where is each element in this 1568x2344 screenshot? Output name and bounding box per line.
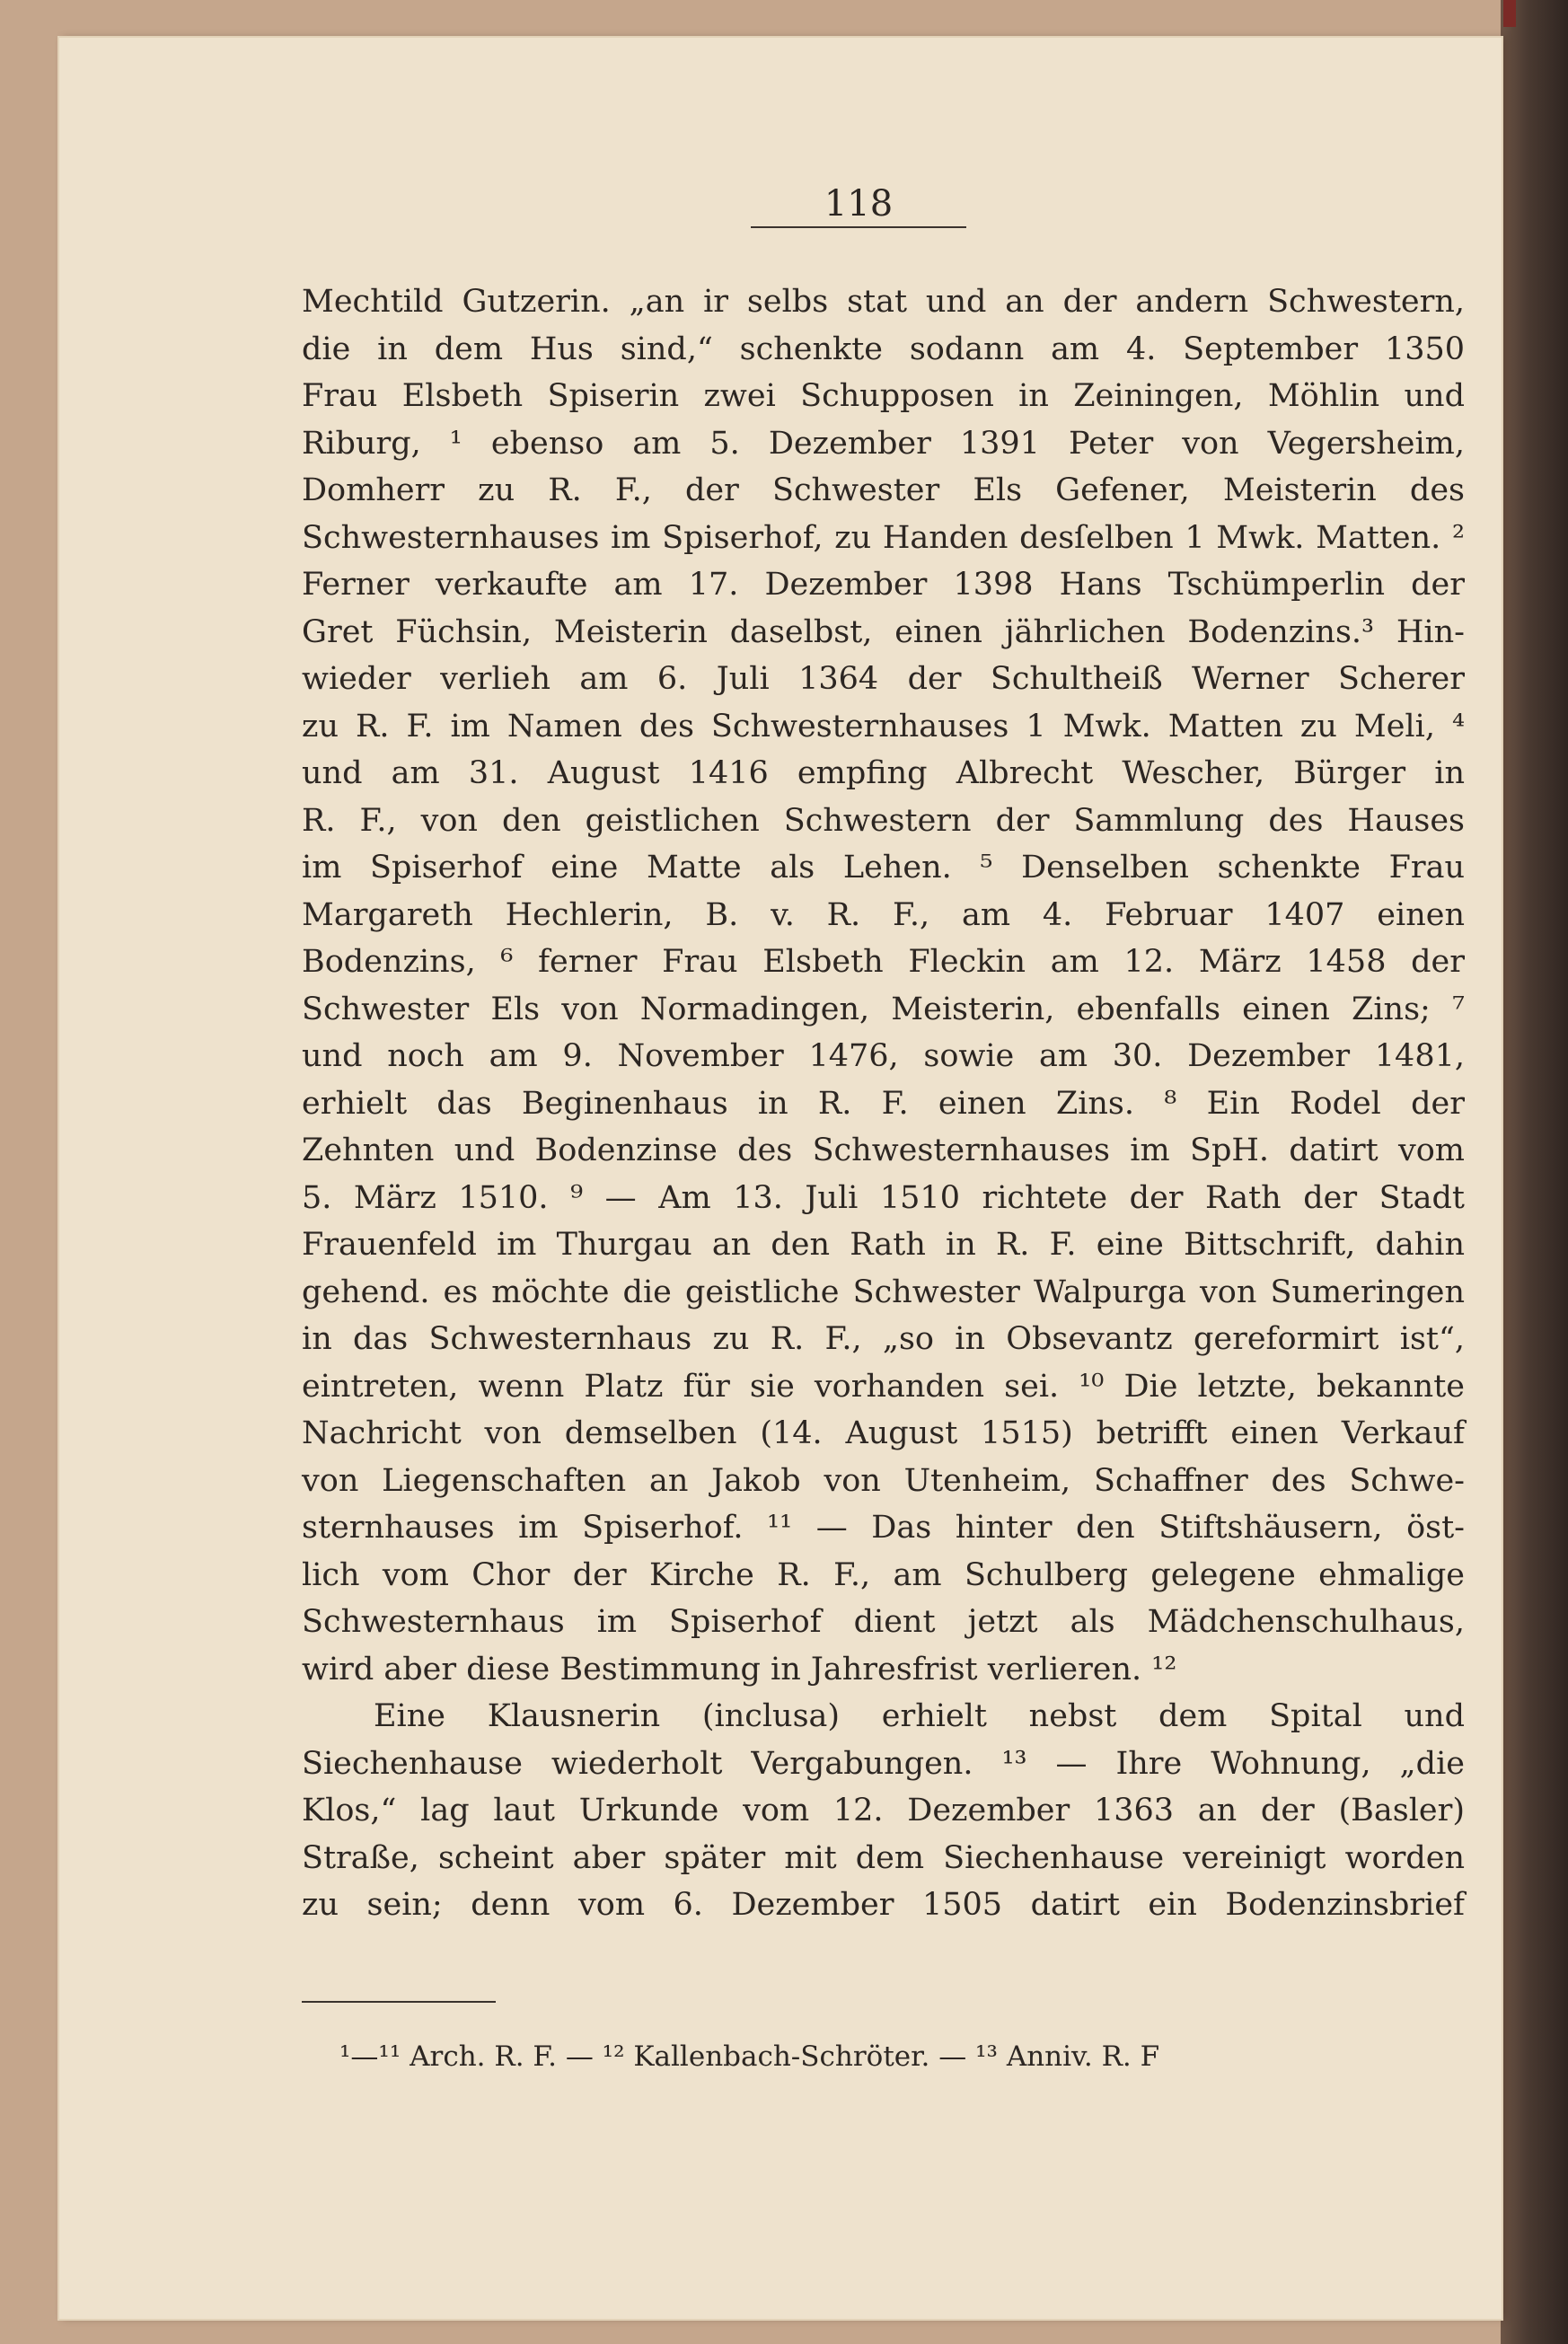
footnote-rule <box>302 2001 496 2003</box>
text-line-27: sternhauses im Spiserhof. ¹¹ — Das hinter den Stiftshäusern, öst- <box>302 1510 1465 1546</box>
page-number-rule <box>751 226 966 228</box>
text-line-31: Eine Klausnerin (inclusa) erhielt nebst dem Spital und <box>374 1698 1465 1734</box>
text-line-16: Schwester Els von Normadingen, Meisterin, ebenfalls einen Zins; ⁷ <box>302 991 1465 1027</box>
text-line-32: Siechenhause wiederholt Vergabungen. ¹³ — Ihre Wohnung, „die <box>302 1745 1465 1782</box>
body-text <box>302 278 1465 1929</box>
text-line-24: eintreten, wenn Platz für sie vorhanden sei. ¹⁰ Die letzte, bekannte <box>302 1368 1465 1405</box>
text-line-6: Schwesternhauses im Spiserhof, zu Handen desſelben 1 Mwk. Matten. ² <box>302 519 1465 556</box>
text-line-9: wieder verlieh am 6. Juli 1364 der Schultheiß Werner Scherer <box>302 661 1465 697</box>
text-line-19: Zehnten und Bodenzinse des Schwesternhauses im SpH. datirt vom <box>302 1132 1465 1168</box>
text-line-5: Domherr zu R. F., der Schwester Els Gefener, Meisterin des <box>302 472 1465 508</box>
book-gutter-edge <box>1501 0 1568 2344</box>
text-line-30: wird aber diese Bestimmung in Jahresfrist verlieren. ¹² <box>302 1651 1177 1688</box>
text-line-22: gehend. es möchte die geistliche Schwester Walpurga von Sumeringen <box>302 1273 1465 1310</box>
text-line-17: und noch am 9. November 1476, sowie am 30. Dezember 1481, <box>302 1038 1465 1074</box>
text-line-34: Straße, scheint aber später mit dem Siechenhause vereinigt worden <box>302 1839 1465 1876</box>
text-line-25: Nachricht von demselben (14. August 1515) betrifft einen Verkauf <box>302 1415 1465 1451</box>
text-line-10: zu R. F. im Namen des Schwesternhauses 1 Mwk. Matten zu Meli, ⁴ <box>302 708 1465 745</box>
text-line-15: Bodenzins, ⁶ ferner Frau Elsbeth Fleckin am 12. März 1458 der <box>302 944 1465 980</box>
text-line-21: Frauenfeld im Thurgau an den Rath in R. F. eine Bittschrift, dahin <box>302 1227 1465 1263</box>
text-line-33: Klos,“ lag laut Urkunde vom 12. Dezember 1363 an der (Basler) <box>302 1793 1465 1828</box>
text-line-7: Ferner verkaufte am 17. Dezember 1398 Hans Tschümperlin der <box>302 567 1465 603</box>
book-page <box>59 38 1502 2319</box>
text-line-14: Margareth Hechlerin, B. v. R. F., am 4. Februar 1407 einen <box>302 896 1465 933</box>
text-line-2: die in dem Hus sind,“ schenkte sodann am 4. September 1350 <box>302 330 1465 367</box>
text-line-12: R. F., von den geistlichen Schwestern der Sammlung des Hauses <box>302 802 1465 839</box>
text-line-1: Mechtild Gutzerin. „an ir selbs stat und an der andern Schwestern, <box>302 284 1465 320</box>
text-line-3: Frau Elsbeth Spiserin zwei Schupposen in Zeiningen, Möhlin und <box>302 378 1465 414</box>
text-line-11: und am 31. August 1416 empfing Albrecht Wescher, Bürger in <box>302 755 1465 791</box>
text-line-29: Schwesternhaus im Spiserhof dient jetzt als Mädchenschulhaus, <box>302 1604 1465 1640</box>
text-line-4: Riburg, ¹ ebenso am 5. Dezember 1391 Peter von Vegersheim, <box>302 425 1465 462</box>
text-line-8: Gret Füchsin, Meisterin daselbst, einen jährlichen Bodenzins.³ Hin- <box>302 613 1465 650</box>
page-number: 118 <box>824 183 894 225</box>
text-line-28: lich vom Chor der Kirche R. F., am Schulberg gelegene ehmalige <box>302 1556 1465 1593</box>
text-line-26: von Liegenschaften an Jakob von Utenheim, Schaffner des Schwe- <box>302 1462 1465 1499</box>
text-line-13: im Spiserhof eine Matte als Lehen. ⁵ Denselben schenkte Frau <box>302 850 1465 886</box>
bookmark-ribbon <box>1503 0 1516 27</box>
text-line-23: in das Schwesternhaus zu R. F., „so in Obsevantz gereformirt ist“, <box>302 1321 1465 1357</box>
text-line-20: 5. März 1510. ⁹ — Am 13. Juli 1510 richtete der Rath der Stadt <box>302 1179 1465 1216</box>
text-line-18: erhielt das Beginenhaus in R. F. einen Zins. ⁸ Ein Rodel der <box>302 1085 1465 1122</box>
text-line-35: zu sein; denn vom 6. Dezember 1505 datirt ein Bodenzinsbrief <box>302 1887 1465 1923</box>
footnote: ¹—¹¹ Arch. R. F. — ¹² Kallenbach-Schröter. — ¹³ Anniv. R. F <box>339 2040 1160 2073</box>
